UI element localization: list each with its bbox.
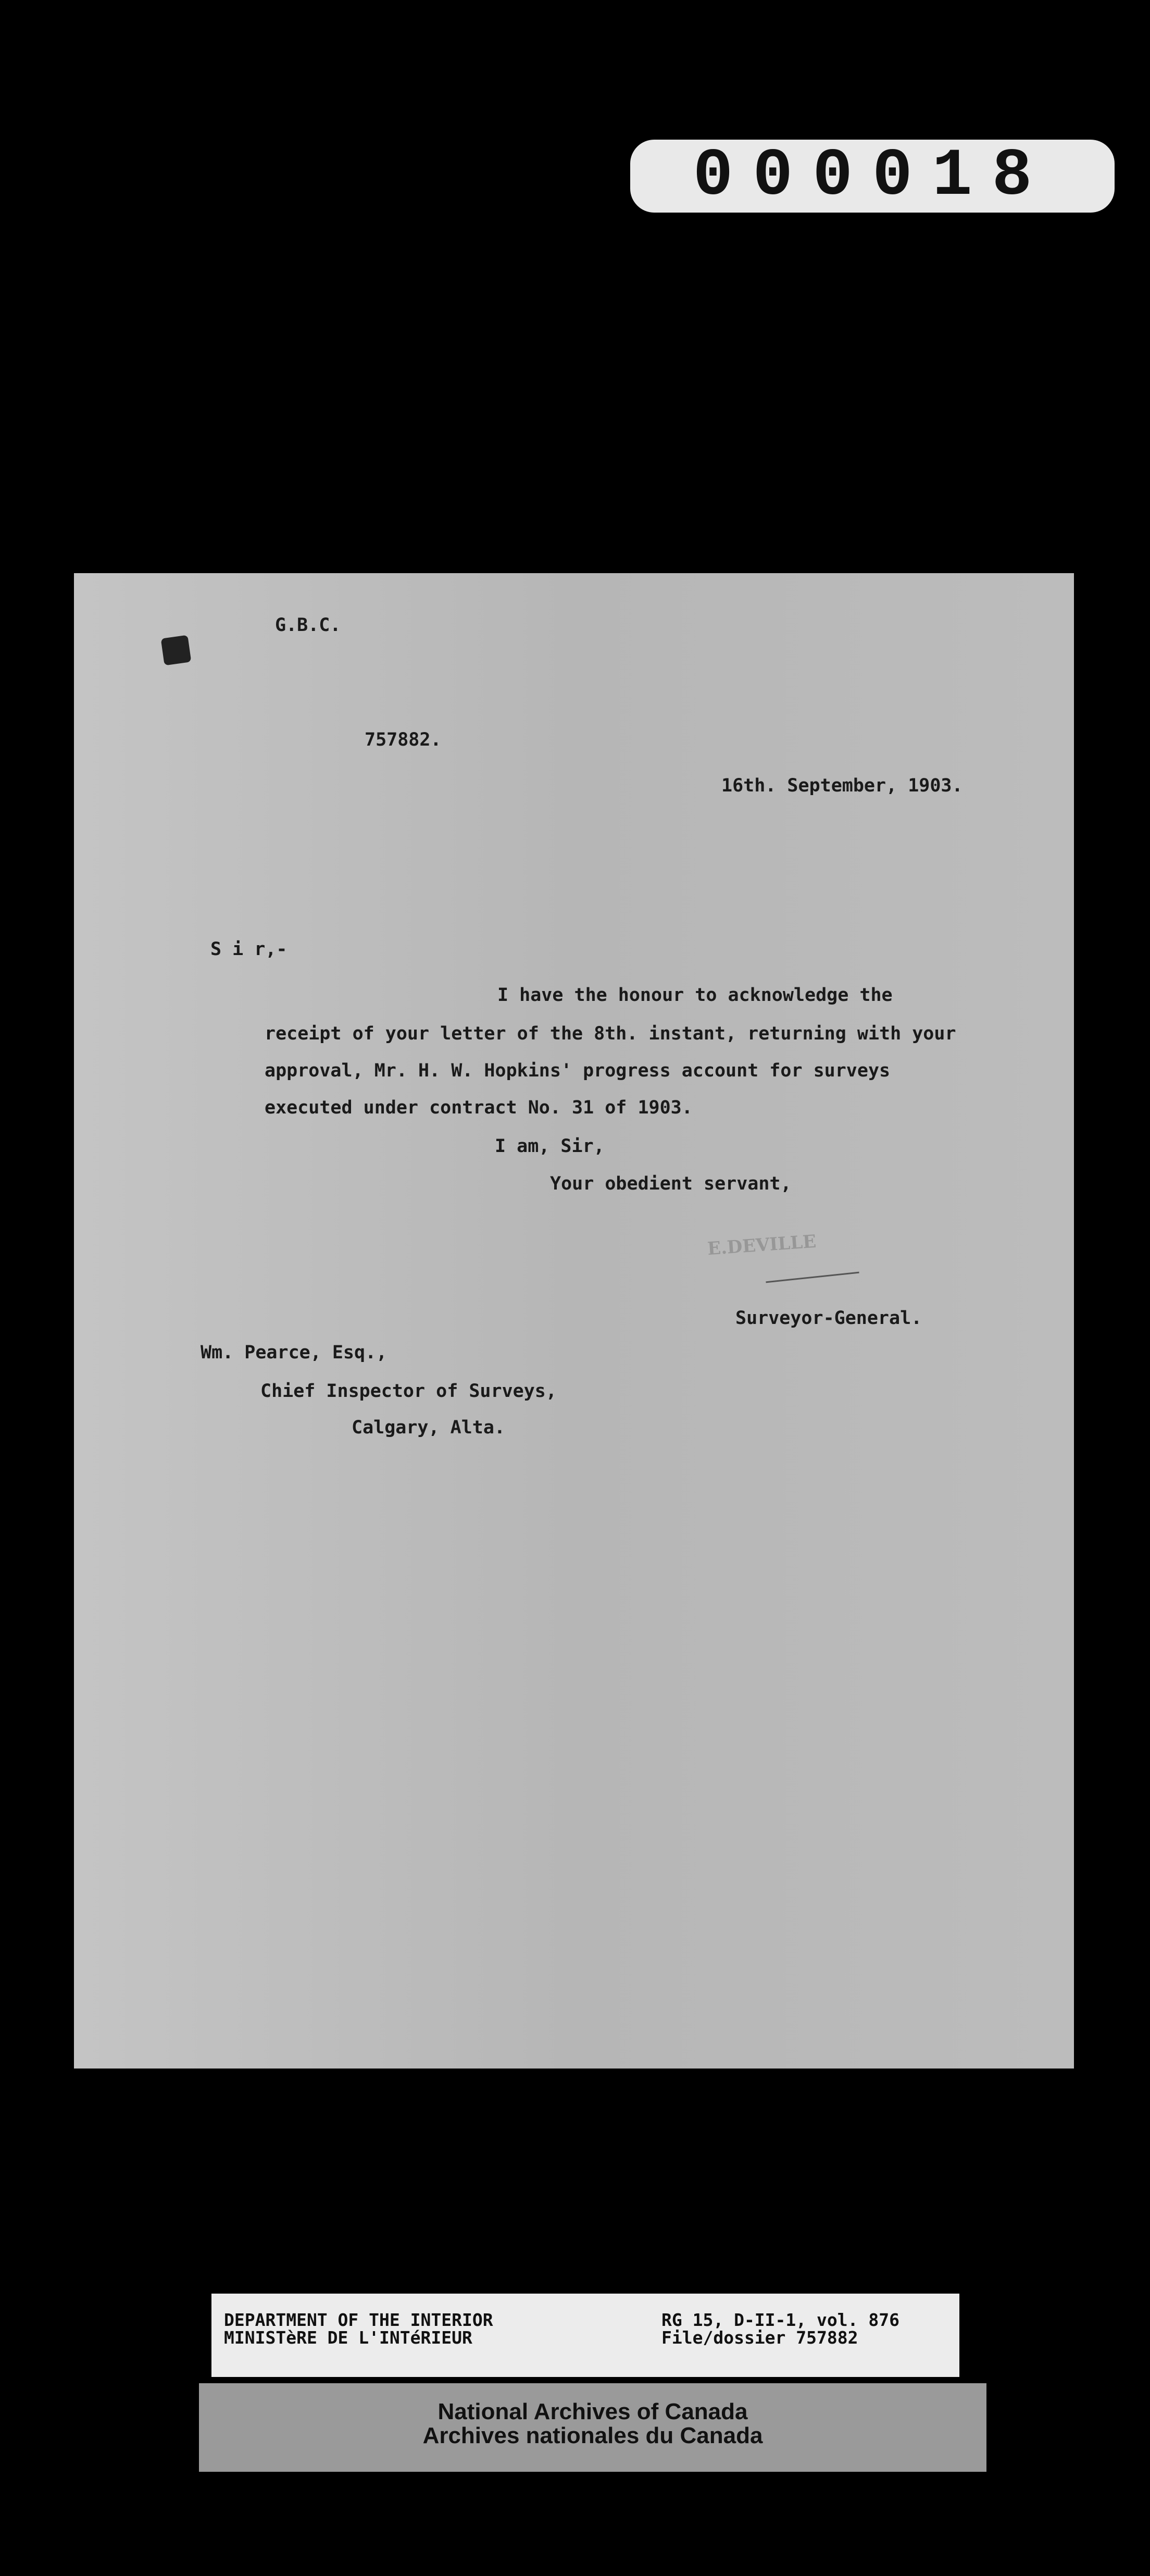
reference-number: RG 15, D-II-1, vol. 876	[661, 2310, 899, 2330]
closing-line-1: I am, Sir,	[495, 1136, 605, 1157]
letter-date: 16th. September, 1903.	[721, 775, 963, 796]
closing-line-2: Your obedient servant,	[550, 1173, 792, 1194]
signature-title: Surveyor-General.	[735, 1308, 922, 1329]
frame-counter: 000018	[630, 140, 1115, 213]
recipient-title: Chief Inspector of Surveys,	[260, 1381, 557, 1402]
archives-footer	[199, 2383, 986, 2472]
archives-name-en: National Archives of Canada	[438, 2399, 748, 2424]
body-line-4: executed under contract No. 31 of 1903.	[265, 1097, 693, 1118]
department-en: DEPARTMENT OF THE INTERIOR	[224, 2310, 493, 2330]
salutation: S i r,-	[210, 939, 288, 960]
archives-name-fr: Archives nationales du Canada	[422, 2423, 763, 2448]
file-number: 757882.	[365, 729, 442, 750]
signature-stamp: E.DEVILLE	[706, 1231, 817, 1260]
body-line-2: receipt of your letter of the 8th. instant, returning with your	[265, 1023, 956, 1044]
file-dossier: File/dossier 757882	[661, 2327, 858, 2348]
body-line-3: approval, Mr. H. W. Hopkins' progress account for surveys	[265, 1060, 891, 1081]
body-line-1: I have the honour to acknowledge the	[497, 985, 893, 1006]
archive-reference-label	[211, 2294, 959, 2377]
letter-initials: G.B.C.	[275, 615, 341, 636]
document-page	[74, 573, 1074, 2069]
recipient-name: Wm. Pearce, Esq.,	[201, 1342, 388, 1363]
recipient-place: Calgary, Alta.	[352, 1417, 506, 1438]
punch-hole-mark	[161, 635, 192, 666]
department-fr: MINISTèRE DE L'INTéRIEUR	[224, 2327, 472, 2348]
